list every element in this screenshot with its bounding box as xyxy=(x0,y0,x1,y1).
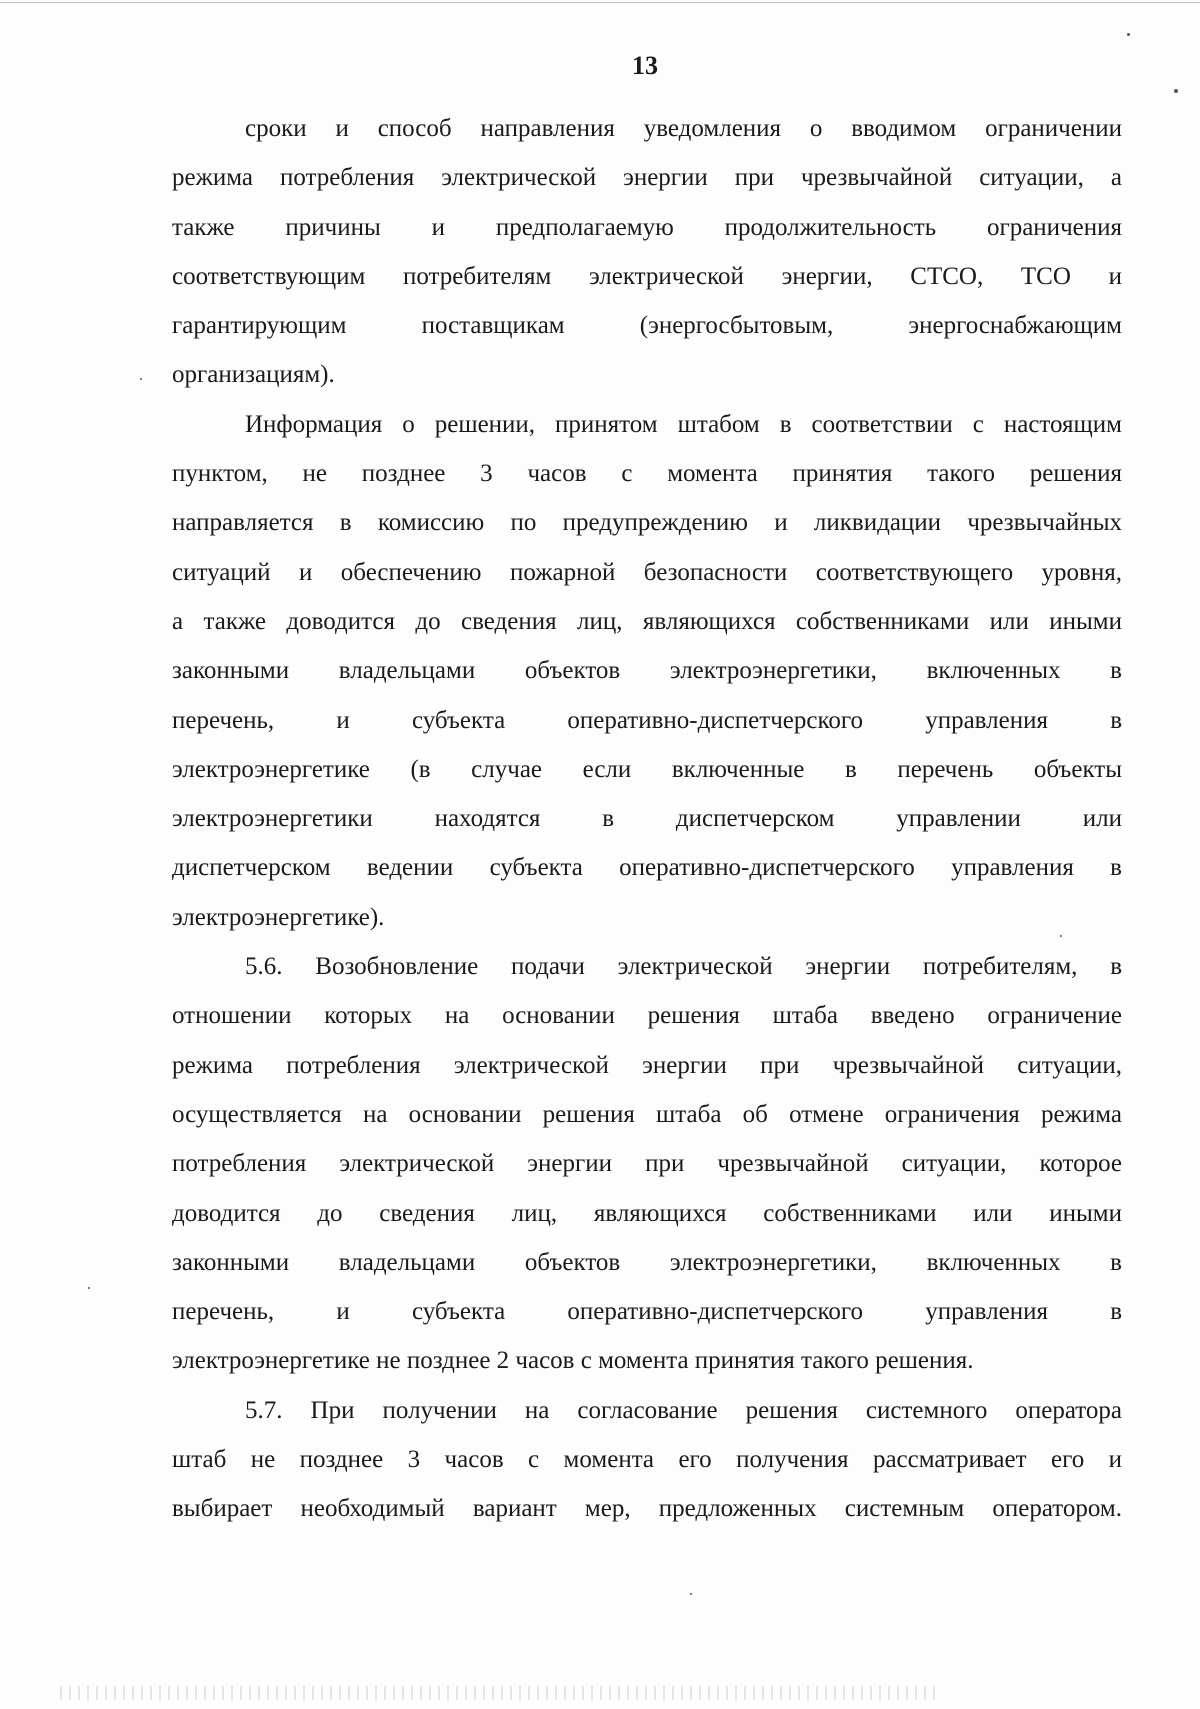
scan-speck xyxy=(140,378,142,380)
scan-speck xyxy=(690,1593,692,1595)
text-line: диспетчерском ведении субъекта оперативно-диспетчерского управления в xyxy=(172,854,1122,882)
text-line: режима потребления электрической энергии при чрезвычайной ситуации, а xyxy=(172,164,1122,192)
text-line: электроэнергетики находятся в диспетчерском управлении или xyxy=(172,805,1122,833)
text-line: также причины и предполагаемую продолжительность ограничения xyxy=(172,213,1122,241)
text-line: законными владельцами объектов электроэнергетики, включенных в xyxy=(172,1248,1122,1276)
text-line: организациям). xyxy=(172,361,335,389)
text-line: доводится до сведения лиц, являющихся собственниками или иными xyxy=(172,1199,1122,1227)
body-text xyxy=(172,104,1122,1534)
text-line: гарантирующим поставщикам (энергосбытовым, энергоснабжающим xyxy=(172,312,1122,340)
text-line: законными владельцами объектов электроэнергетики, включенных в xyxy=(172,657,1122,685)
text-line: электроэнергетике не позднее 2 часов с момента принятия такого решения. xyxy=(172,1347,974,1375)
text-line: соответствующим потребителям электрической энергии, СТСО, ТСО и xyxy=(172,262,1122,290)
text-line: осуществляется на основании решения штаба об отмене ограничения режима xyxy=(172,1100,1122,1128)
scan-speck xyxy=(88,1287,90,1289)
text-line: сроки и способ направления уведомления о вводимом ограничении xyxy=(245,115,1122,142)
text-line: перечень, и субъекта оперативно-диспетчерского управления в xyxy=(172,706,1122,734)
text-line: направляется в комиссию по предупреждению и ликвидации чрезвычайных xyxy=(172,509,1122,537)
text-line: выбирает необходимый вариант мер, предложенных системным оператором. xyxy=(172,1495,1122,1523)
text-line: электроэнергетике). xyxy=(172,903,385,931)
text-line: режима потребления электрической энергии при чрезвычайной ситуации, xyxy=(172,1051,1122,1079)
top-edge-rule xyxy=(0,2,1200,3)
scan-speck xyxy=(1174,89,1178,93)
text-line: штаб не позднее 3 часов с момента его получения рассматривает его и xyxy=(172,1446,1122,1474)
text-line: отношении которых на основании решения штаба введено ограничение xyxy=(172,1002,1122,1030)
page-number: 13 xyxy=(632,51,658,80)
text-line: 5.6. Возобновление подачи электрической энергии потребителям, в xyxy=(245,953,1122,981)
scan-speck xyxy=(1127,33,1130,36)
text-line: потребления электрической энергии при чрезвычайной ситуации, которое xyxy=(172,1150,1122,1178)
text-line: 5.7. При получении на согласование решения системного оператора xyxy=(245,1396,1122,1424)
text-line: пунктом, не позднее 3 часов с момента принятия такого решения xyxy=(172,460,1122,488)
scan-noise-strip xyxy=(60,1686,940,1700)
scan-speck xyxy=(1060,935,1062,937)
text-line: ситуаций и обеспечению пожарной безопасности соответствующего уровня, xyxy=(172,558,1122,586)
text-line: электроэнергетике (в случае если включенные в перечень объекты xyxy=(172,755,1122,783)
text-line: а также доводится до сведения лиц, являющихся собственниками или иными xyxy=(172,607,1122,635)
text-line: Информация о решении, принятом штабом в соответствии с настоящим xyxy=(245,410,1122,438)
text-line: перечень, и субъекта оперативно-диспетчерского управления в xyxy=(172,1298,1122,1326)
